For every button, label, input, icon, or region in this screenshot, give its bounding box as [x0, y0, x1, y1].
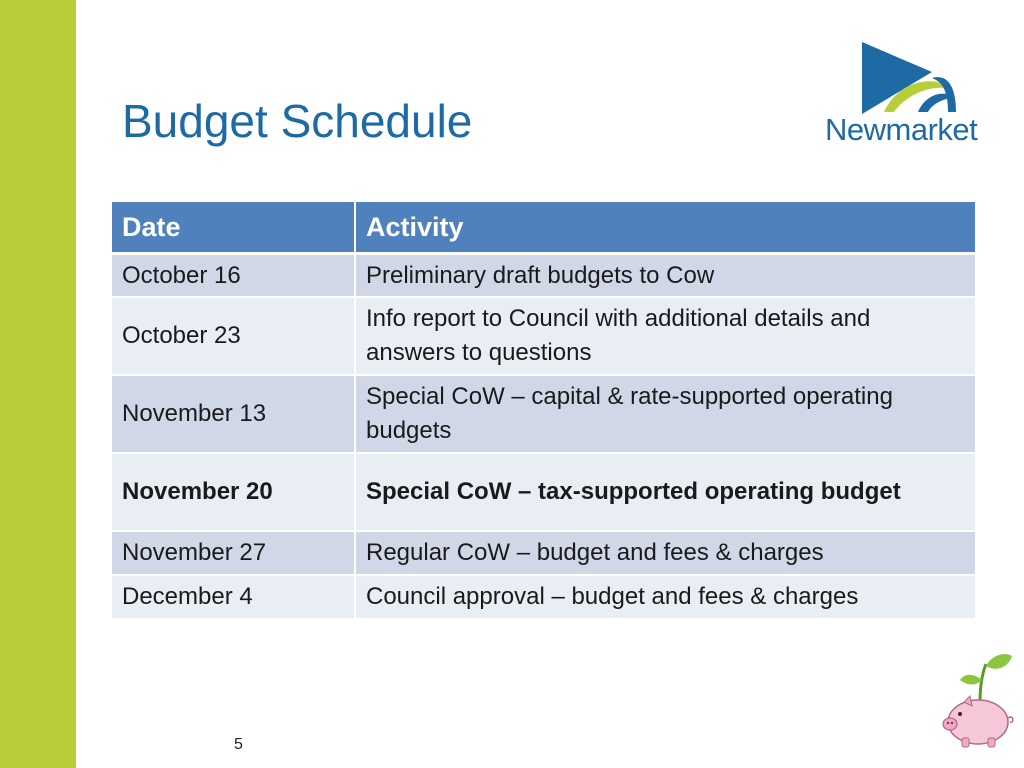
table-header-row — [112, 202, 976, 254]
table-row — [112, 575, 976, 619]
piggy-bank-sprout-icon — [936, 650, 1016, 750]
slide-title: Budget Schedule — [122, 95, 473, 147]
activity-cell: Regular CoW – budget and fees & charges — [355, 531, 976, 575]
header-activity: Activity — [355, 202, 976, 254]
budget-schedule-table — [112, 202, 977, 620]
date-cell: November 20 — [112, 453, 355, 531]
header-date: Date — [112, 202, 355, 254]
date-cell: October 16 — [112, 254, 355, 297]
activity-cell: Special CoW – tax-supported operating budget — [355, 453, 976, 531]
page-number: 5 — [234, 736, 243, 753]
table-row — [112, 375, 976, 453]
left-accent-bar — [0, 0, 76, 768]
activity-cell: Info report to Council with additional details and answers to questions — [355, 297, 976, 375]
date-cell: November 13 — [112, 375, 355, 453]
activity-cell: Special CoW – capital & rate-supported operating budgets — [355, 375, 976, 453]
table-row — [112, 254, 976, 297]
table-row — [112, 531, 976, 575]
date-cell: December 4 — [112, 575, 355, 619]
date-cell: October 23 — [112, 297, 355, 375]
logo-text: Newmarket — [825, 112, 978, 147]
table-row — [112, 297, 976, 375]
date-cell: November 27 — [112, 531, 355, 575]
table-row — [112, 453, 976, 531]
activity-cell: Council approval – budget and fees & charges — [355, 575, 976, 619]
activity-cell: Preliminary draft budgets to Cow — [355, 254, 976, 297]
